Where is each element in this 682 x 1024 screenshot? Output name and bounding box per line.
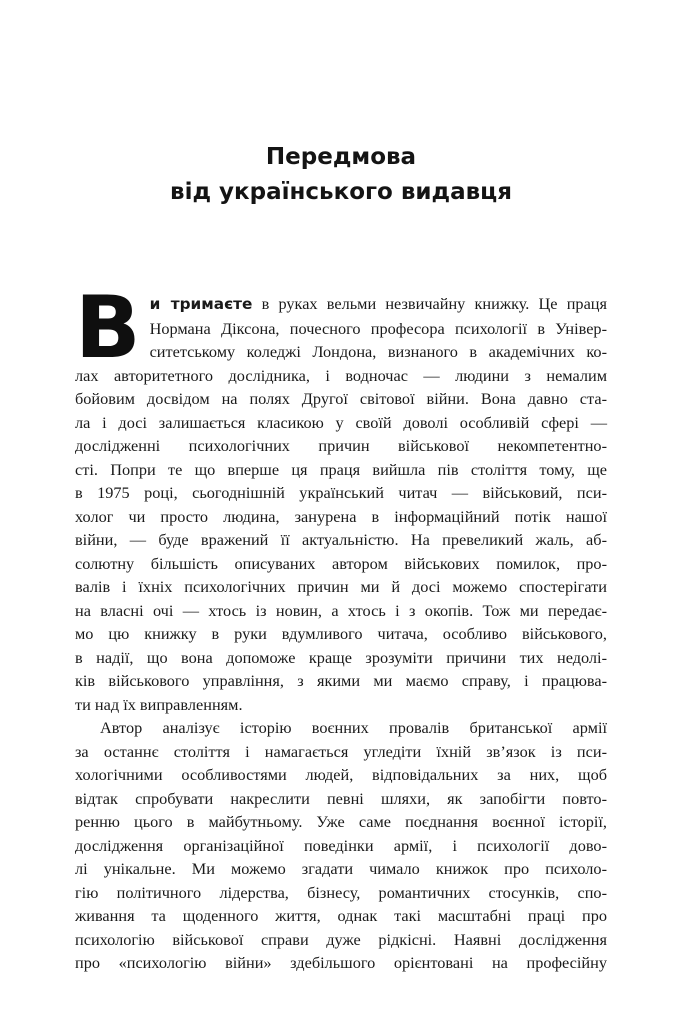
text-line: ситетському коледжі Лондона, визнаного в академічних ко-	[149, 342, 607, 361]
text-line: Автор аналізує історію воєнних провалів британської армії	[100, 718, 607, 737]
text-line: живання та щоденного життя, однак такі масштабні праці про	[75, 906, 607, 925]
text-line: на власні очі — хтось із новин, а хтось і з окопів. Тож ми передає-	[75, 600, 607, 620]
lead-bold-text: и тримаєте	[149, 295, 253, 313]
paragraph-second	[75, 716, 607, 975]
text-line: ти над їх виправленням.	[75, 694, 243, 714]
text-line: солютну більшість описуваних автором військових помилок, про-	[75, 553, 607, 573]
text-line: Нормана Діксона, почесного професора психології в Універ-	[149, 318, 607, 338]
body-text	[75, 278, 607, 975]
text-line: ренню цього в майбутньому. Уже саме поєднання воєнної історії,	[75, 812, 607, 831]
text-line: в надії, що вона допоможе краще зрозуміти причини тих недолі-	[75, 647, 607, 667]
lead-rest-text: в руках вельми незвичайну книжку. Це праця	[252, 294, 607, 313]
text-line: лі унікальне. Ми можемо згадати чимало книжок про психоло-	[75, 859, 607, 878]
text-line: про «психологію війни» здебільшого орієнтовані на професійну	[75, 953, 607, 972]
text-line: війни, — буде вражений її актуальністю. На превеликий жаль, аб-	[75, 530, 607, 549]
text-line: за останнє століття і намагається угледіти їхній зв’язок із пси-	[75, 741, 607, 761]
paragraph-lines	[75, 317, 607, 717]
text-line: ла і досі залишається класикою у своїй доволі особливій сфері —	[75, 412, 607, 432]
text-line-first	[75, 292, 607, 317]
text-line: валів і їхніх психологічних причин ми й досі можемо спостерігати	[75, 577, 607, 596]
chapter-title-line1: Передмова	[265, 144, 417, 170]
chapter-title	[0, 0, 682, 210]
text-line: в 1975 році, сьогоднішній український читач — військовий, пси-	[75, 483, 607, 502]
text-line: сті. Попри те що вперше ця праця вийшла пів століття тому, ще	[75, 459, 607, 479]
text-line: відтак спробувати накреслити певні шляхи, як запобігти повто-	[75, 788, 607, 808]
text-line: бойовим досвідом на полях Другої світової війни. Вона давно ста-	[75, 389, 607, 408]
text-line: гію політичного лідерства, бізнесу, романтичних стосунків, спо-	[75, 882, 607, 902]
text-line: ків військового управління, з якими ми маємо справу, і працюва-	[75, 671, 607, 690]
text-line: холог чи просто людина, занурена в інформаційний потік нашої	[75, 506, 607, 526]
text-line: хологічними особливостями людей, відповідальних за них, щоб	[75, 765, 607, 784]
dropcap-letter: В	[75, 278, 141, 378]
paragraph-lines	[75, 716, 607, 975]
text-line: психологію військової справи дуже рідкісні. Наявні дослідження	[75, 929, 607, 949]
paragraph-opening	[75, 278, 607, 716]
text-line: дослідженні психологічних причин військової некомпетентно-	[75, 436, 607, 455]
text-line: дослідження організаційної поведінки армії, і психології дово-	[75, 835, 607, 855]
text-line: лах авторитетного дослідника, і водночас — людини з немалим	[75, 365, 607, 385]
chapter-title-line2: від українського видавця	[170, 179, 512, 205]
text-line: мо цю книжку в руки вдумливого читача, особливо військового,	[75, 624, 607, 643]
